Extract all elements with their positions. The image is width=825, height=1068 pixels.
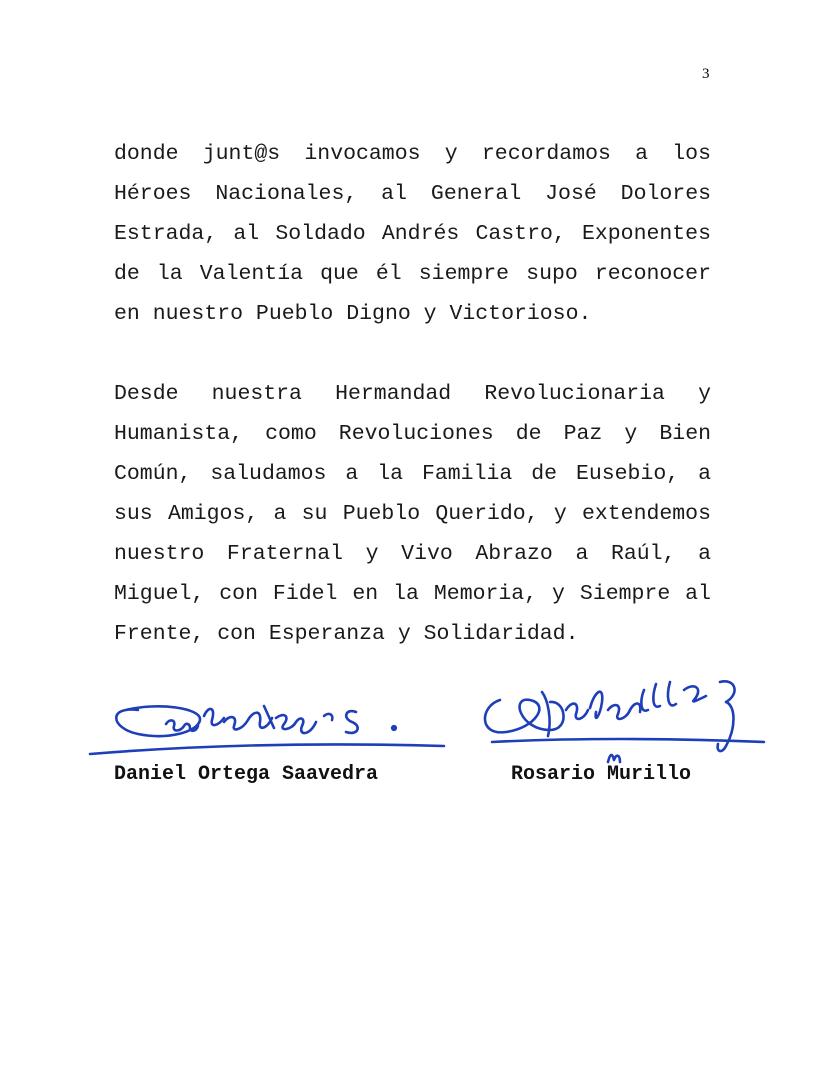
body-paragraph-1: donde junt@s invocamos y recordamos a los Héroes Nacionales, al General José Dolores Estrada, al Soldado Andrés Castro, Exponentes de la Valentía que él siempre supo reconocer en nuestro Pueblo Digno y Victorioso.: [114, 142, 711, 326]
body-paragraph-2: Desde nuestra Hermandad Revolucionaria y Humanista, como Revoluciones de Paz y Bien Común, saludamos a la Familia de Eusebio, a sus Amigos, a su Pueblo Querido, y extendemos nuestro Fraternal y Vivo Abrazo a Raúl, a Miguel, con Fidel en la Memoria, y Siempre al Frente, con Esperanza y Solidaridad.: [114, 382, 711, 646]
signer-name-ortega: Daniel Ortega Saavedra: [114, 763, 379, 786]
page-number: 3: [702, 66, 710, 82]
signature-ortega: [88, 688, 448, 768]
signer-name-murillo: Rosario Murillo: [511, 763, 692, 786]
